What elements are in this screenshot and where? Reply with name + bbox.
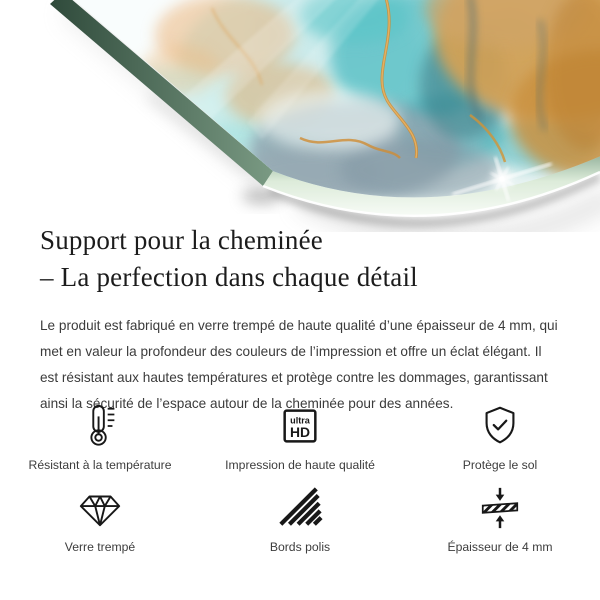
feature-label: Impression de haute qualité (225, 458, 375, 472)
ultra-hd-icon (277, 402, 323, 450)
feature-polished-edges (200, 484, 400, 566)
features-grid (0, 402, 600, 566)
feature-print-quality (200, 402, 400, 484)
polished-edges-icon (277, 484, 323, 532)
product-description-text: Le produit est fabriqué en verre trempé de haute qualité d’une épaisseur de 4 mm, qui met en valeur la profondeur des couleurs de l’impression et offre un éclat élégant. Il est résistant aux hautes températures et protège contre les dommages, garantissant ainsi la sécurité de l’espace autour de la cheminée pour des années. (40, 318, 558, 411)
glass-panel-illustration (0, 0, 600, 232)
ultra-hd-badge-bottom: HD (289, 424, 311, 441)
page-title (40, 222, 560, 296)
feature-label: Épaisseur de 4 mm (447, 540, 553, 554)
product-image (0, 0, 600, 232)
feature-label: Verre trempé (64, 540, 136, 554)
page-title-line1: Support pour la cheminée (40, 225, 323, 255)
feature-tempered-glass (0, 484, 200, 566)
feature-temperature-resistant (0, 402, 200, 484)
feature-floor-protection (400, 402, 600, 484)
thickness-4mm-icon (477, 484, 523, 532)
feature-label: Protège le sol (462, 458, 538, 472)
thermometer-icon (77, 402, 123, 450)
diamond-icon (77, 484, 123, 532)
feature-label: Bords polis (269, 540, 331, 554)
shield-check-icon (477, 402, 523, 450)
feature-label: Résistant à la température (28, 458, 172, 472)
page-title-line2: – La perfection dans chaque détail (40, 262, 418, 292)
feature-thickness (400, 484, 600, 566)
ultra-hd-badge-top: ultra (290, 415, 310, 426)
